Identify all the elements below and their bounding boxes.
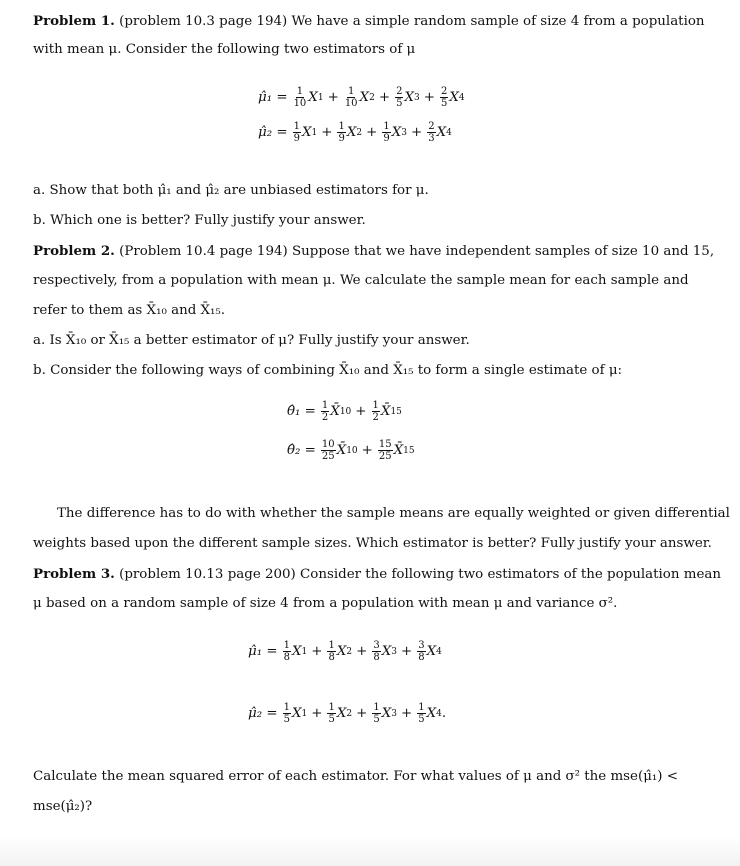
fraction (372, 640, 380, 663)
fraction-numerator: 1 (296, 86, 304, 97)
fraction-denominator: 2 (372, 412, 379, 423)
fraction (344, 86, 359, 109)
variable: X (436, 125, 447, 140)
fraction-numerator: 3 (418, 640, 425, 651)
variable-subscript: 10 (346, 445, 358, 456)
variable-subscript: 4 (458, 92, 465, 103)
equation-lhs: μ̂₂ = (258, 125, 288, 140)
fraction (417, 702, 425, 725)
fraction (327, 640, 335, 663)
variable: X (391, 125, 402, 140)
fraction (293, 86, 308, 109)
problem2-part-a: a. Is X̄₁₀ or X̄₁₅ a better estimator of μ? Fully justify your answer. (33, 333, 470, 348)
problem1-text1: (problem 10.3 page 194) We have a simple random sample of size 4 from a population (119, 14, 705, 29)
problem3-question-line1: Calculate the mean squared error of each estimator. For what values of μ and σ² the mse(μ̂₁) < (33, 769, 678, 784)
plus-sign: + (327, 90, 339, 105)
variable-subscript: 3 (401, 127, 407, 138)
fraction-numerator: 1 (328, 640, 335, 651)
fraction (372, 400, 380, 423)
variable-subscript: 4 (436, 646, 442, 657)
plus-sign: + (311, 644, 323, 659)
equation-lhs: μ̂₂ = (248, 706, 278, 721)
fraction (321, 439, 336, 462)
fraction-denominator: 9 (338, 133, 345, 144)
problem2-text1: (Problem 10.4 page 194) Suppose that we have independent samples of size 10 and 15, (119, 244, 715, 259)
fraction-numerator: 15 (378, 439, 392, 450)
fraction-numerator: 10 (321, 439, 335, 450)
fraction (382, 121, 390, 144)
variable-subscript: 1 (317, 92, 324, 103)
plus-sign: + (356, 644, 368, 659)
fraction (378, 439, 393, 462)
fraction-numerator: 1 (321, 400, 329, 411)
problem1-part-a: a. Show that both μ̂₁ and μ̂₂ are unbiased estimators for μ. (33, 183, 429, 198)
problem3-equation2 (248, 702, 446, 725)
variable-subscript: 4 (436, 708, 442, 719)
fraction-numerator: 3 (373, 640, 380, 651)
fraction-denominator: 25 (378, 451, 392, 462)
variable-subscript: 2 (356, 127, 363, 138)
variable-subscript: 15 (390, 406, 402, 417)
fraction-denominator: 10 (344, 98, 358, 109)
problem3-heading: Problem 3. (33, 566, 115, 582)
problem2-paragraph2: weights based upon the different sample sizes. Which estimator is better? Fully justify your answer. (33, 536, 712, 551)
problem3-line1 (33, 565, 721, 584)
fraction-denominator: 5 (440, 98, 448, 109)
problem2-line3: refer to them as X̄₁₀ and X̄₁₅. (33, 303, 226, 318)
plus-sign: + (355, 404, 367, 419)
variable-subscript: 2 (346, 708, 353, 719)
fraction-numerator: 1 (418, 702, 425, 713)
fraction-denominator: 5 (373, 714, 380, 725)
problem1-line2: with mean μ. Consider the following two estimators of μ (33, 42, 416, 57)
variable: X (449, 90, 459, 105)
problem2-equation2 (287, 439, 415, 462)
fraction (293, 121, 301, 144)
fraction-numerator: 1 (328, 702, 335, 713)
fraction (440, 86, 448, 109)
fraction-numerator: 1 (283, 640, 290, 651)
fraction-denominator: 5 (283, 714, 290, 725)
problem1-equation1 (258, 86, 465, 109)
problem1-line1 (33, 12, 713, 31)
plus-sign: + (378, 90, 391, 105)
variable-subscript: 4 (446, 127, 452, 138)
variable: X (336, 706, 347, 721)
fraction (337, 121, 345, 144)
plus-sign: + (423, 90, 435, 105)
variable: X̄ (393, 443, 404, 458)
problem2-equation1 (287, 400, 402, 423)
variable: X (291, 644, 302, 659)
problem2-paragraph1: The difference has to do with whether the sample means are equally weighted or given differential (57, 506, 730, 521)
fraction-denominator: 8 (373, 652, 380, 663)
plus-sign: + (401, 644, 413, 659)
fraction-denominator: 2 (321, 412, 329, 423)
fraction-numerator: 1 (347, 86, 355, 97)
fraction-numerator: 1 (283, 702, 290, 713)
fraction-numerator: 1 (293, 121, 300, 132)
plus-sign: + (366, 125, 378, 140)
problem3-text1: (problem 10.13 page 200) Consider the following two estimators of the population mean (119, 567, 721, 582)
problem2-line1 (33, 242, 713, 261)
variable: X (404, 90, 414, 105)
problem2-part-b: b. Consider the following ways of combining X̄₁₀ and X̄₁₅ to form a single estimate of μ: (33, 363, 623, 378)
variable: X (359, 90, 370, 105)
variable: X (308, 90, 318, 105)
variable-subscript: 1 (301, 646, 308, 657)
fraction-denominator: 25 (321, 451, 335, 462)
bottom-fade (0, 836, 740, 866)
plus-sign: + (411, 125, 423, 140)
variable: X̄ (330, 404, 340, 419)
variable-subscript: 10 (339, 406, 352, 417)
fraction-numerator: 1 (338, 121, 345, 132)
fraction-denominator: 10 (293, 98, 307, 109)
fraction-denominator: 8 (283, 652, 290, 663)
fraction-denominator: 9 (293, 133, 300, 144)
fraction (327, 702, 335, 725)
variable: X̄ (336, 443, 347, 458)
fraction-numerator: 2 (440, 86, 448, 97)
fraction (417, 640, 425, 663)
variable: X (291, 706, 302, 721)
variable: X (336, 644, 347, 659)
variable: X (426, 644, 437, 659)
fraction-numerator: 2 (396, 86, 403, 97)
fraction-numerator: 1 (372, 400, 379, 411)
fraction-denominator: 9 (383, 133, 390, 144)
fraction (283, 640, 291, 663)
variable: X (381, 706, 392, 721)
variable-subscript: 3 (413, 92, 420, 103)
fraction (283, 702, 291, 725)
variable: X (301, 125, 312, 140)
fraction-denominator: 3 (428, 133, 435, 144)
plus-sign: + (356, 706, 368, 721)
plus-sign: + (321, 125, 333, 140)
problem2-line2: respectively, from a population with mean μ. We calculate the sample mean for each sample and (33, 273, 689, 288)
variable-subscript: 1 (311, 127, 318, 138)
variable-subscript: 3 (391, 708, 397, 719)
variable: X (426, 706, 437, 721)
plus-sign: + (401, 706, 413, 721)
fraction-numerator: 2 (428, 121, 435, 132)
variable-subscript: 15 (403, 445, 415, 456)
fraction-denominator: 8 (328, 652, 335, 663)
problem1-equation2 (258, 121, 452, 144)
fraction-numerator: 1 (373, 702, 380, 713)
equation-lhs: μ̂₁ = (248, 644, 278, 659)
fraction-denominator: 5 (396, 98, 403, 109)
variable-subscript: 2 (346, 646, 353, 657)
variable: X (346, 125, 357, 140)
equation-end: . (441, 706, 447, 721)
plus-sign: + (361, 443, 373, 458)
problem2-heading: Problem 2. (33, 243, 115, 259)
plus-sign: + (311, 706, 323, 721)
fraction-denominator: 5 (418, 714, 425, 725)
variable-subscript: 2 (369, 92, 375, 103)
equation-lhs: μ̂₁ = (258, 90, 288, 105)
variable: X (381, 644, 392, 659)
fraction-numerator: 1 (383, 121, 390, 132)
problem1-part-b: b. Which one is better? Fully justify your answer. (33, 213, 366, 228)
fraction (372, 702, 380, 725)
fraction (395, 86, 403, 109)
problem3-equation1 (248, 640, 442, 663)
fraction (427, 121, 435, 144)
variable-subscript: 1 (301, 708, 308, 719)
equation-lhs: θ̂₁ = (287, 404, 316, 419)
problem3-question-line2: mse(μ̂₂)? (33, 799, 93, 814)
variable-subscript: 3 (391, 646, 397, 657)
fraction-denominator: 5 (328, 714, 335, 725)
fraction-denominator: 8 (418, 652, 425, 663)
equation-lhs: θ̂₂ = (287, 443, 316, 458)
problem1-heading: Problem 1. (33, 13, 115, 29)
problem3-line2: μ based on a random sample of size 4 from a population with mean μ and variance σ². (33, 596, 618, 611)
fraction (321, 400, 329, 423)
variable: X̄ (380, 404, 391, 419)
